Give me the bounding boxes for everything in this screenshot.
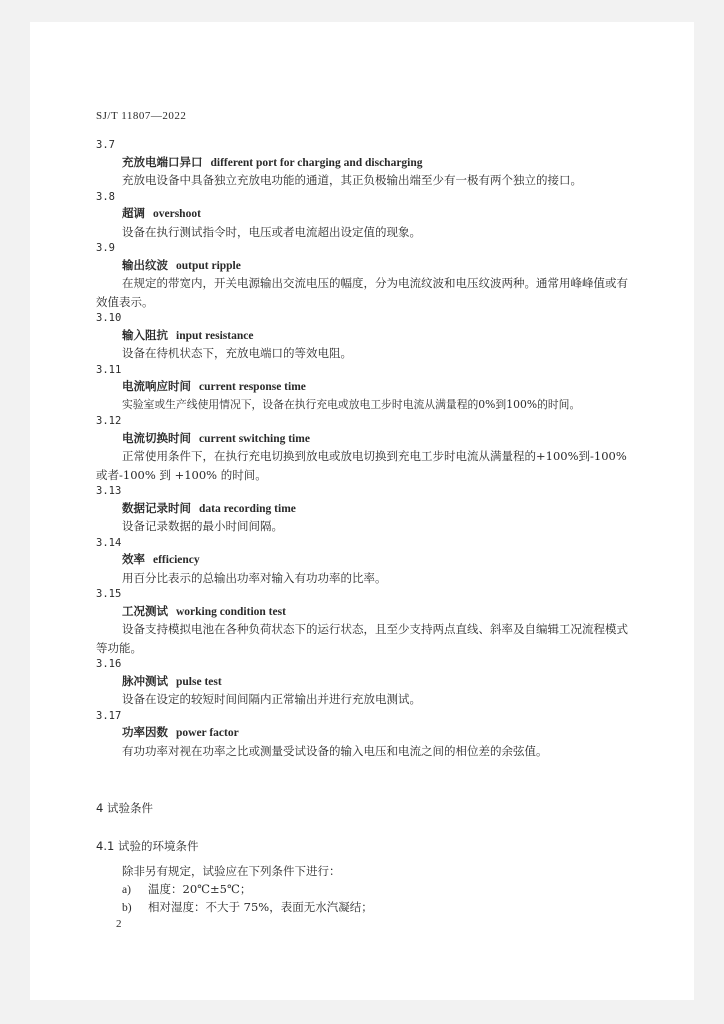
condition-item: a) 温度：20℃±5℃；: [122, 882, 252, 896]
term-definition: 充放电设备中具备独立充放电功能的通道，其正负极输出端至少有一极有两个独立的接口。: [122, 173, 582, 187]
term-definition: 设备在设定的较短时间间隔内正常输出并进行充放电测试。: [122, 692, 421, 706]
clause-number: 3.7: [96, 139, 115, 151]
clause-number: 3.9: [96, 242, 115, 254]
term-definition: 设备在执行测试指令时，电压或者电流超出设定值的现象。: [122, 224, 421, 239]
term-definition: 在规定的带宽内，开关电源输出交流电压的幅度，分为电流纹波和电压纹波两种。通常用峰峰值或有效值表示。: [96, 276, 628, 309]
term-definition: 设备记录数据的最小时间间隔。: [122, 519, 283, 533]
term-definition: 有功功率对视在功率之比或测量受试设备的输入电压和电流之间的相位差的余弦值。: [122, 743, 548, 758]
term-title: 电流切换时间 current switching time: [122, 430, 310, 445]
term-title: 输入阻抗 input resistance: [122, 327, 254, 342]
term-title: 效率 efficiency: [122, 552, 200, 566]
clause-number: 3.17: [96, 709, 122, 722]
clause-number: 3.15: [96, 588, 122, 600]
term-title: 功率因数 power factor: [122, 725, 239, 739]
clause-number: 3.11: [96, 363, 122, 376]
term-definition: 正常使用条件下，在执行充电切换到放电或放电切换到充电工步时电流从满量程的+100%到-100%或者-100% 到 +100% 的时间。: [96, 449, 627, 482]
term-title: 充放电端口异口 different port for charging and discharging: [122, 154, 423, 169]
term-title: 电流响应时间 current response time: [122, 379, 306, 393]
clause-number: 3.12: [96, 415, 122, 427]
clause-number: 3.13: [96, 485, 122, 497]
clause-number: 3.10: [96, 312, 122, 324]
page-number: 2: [116, 918, 122, 930]
term-definition: 设备在待机状态下，充放电端口的等效电阻。: [122, 346, 352, 360]
clause-number: 3.16: [96, 658, 122, 670]
condition-item: b) 相对湿度：不大于 75%，表面无水汽凝结；: [122, 900, 373, 914]
term-title: 超调 overshoot: [122, 206, 201, 220]
clause-number: 3.8: [96, 190, 115, 203]
term-title: 工况测试 working condition test: [122, 603, 286, 618]
term-definition: 实验室或生产线使用情况下，设备在执行充电或放电工步时电流从满量程的0%到100%的时间。: [122, 397, 581, 411]
standard-number: SJ/T 11807—2022: [96, 110, 187, 122]
term-title: 输出纹波 output ripple: [122, 257, 241, 272]
term-definitions: [96, 138, 636, 760]
term-definition: 设备支持模拟电池在各种负荷状态下的运行状态，且至少支持两点直线、斜率及自编辑工况流程模式等功能。: [96, 622, 628, 655]
term-title: 数据记录时间 data recording time: [122, 500, 296, 515]
environment-conditions: [96, 862, 636, 916]
section-heading: 4 试验条件: [96, 801, 153, 815]
term-definition: 用百分比表示的总输出功率对输入有功功率的比率。: [122, 570, 387, 585]
clause-number: 3.14: [96, 536, 122, 549]
conditions-intro: 除非另有规定，试验应在下列条件下进行：: [122, 864, 341, 878]
term-title: 脉冲测试 pulse test: [122, 673, 222, 688]
subsection-heading: 4.1 试验的环境条件: [96, 839, 199, 853]
